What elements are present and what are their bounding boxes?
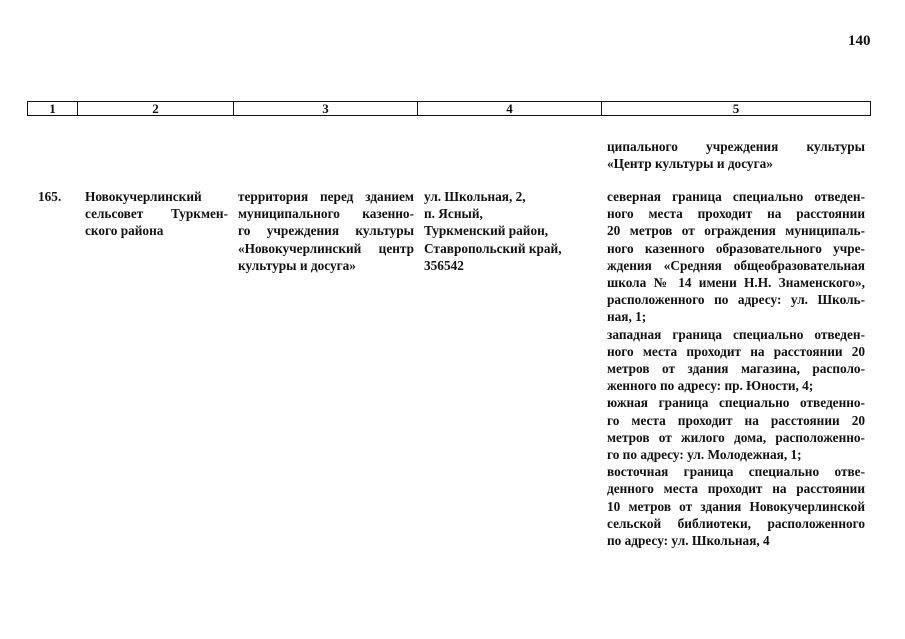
address-line: ул. Школьная, 2,: [424, 189, 526, 204]
boundary-line: северная граница специально отведен-: [607, 189, 865, 204]
boundary-line: го по адресу: ул. Молодежная, 1;: [607, 447, 802, 463]
boundary-line: западная граница специально отведен-: [607, 326, 865, 342]
territory-line: го учреждения культуры: [238, 223, 414, 239]
municipality-line: ского района: [85, 223, 164, 239]
column-number-row: [28, 102, 871, 116]
boundary-line: метров от жилого дома, расположенно-: [607, 429, 865, 445]
column-header-2: 2: [78, 102, 234, 116]
boundary-line: по адресу: ул. Школьная, 4: [607, 533, 770, 549]
column-header-1: 1: [28, 102, 78, 116]
boundary-line: ного казенного образовательного учре-: [607, 240, 865, 256]
boundary-line: южная граница специально отведенно-: [607, 395, 865, 411]
address-line: Туркменский район,: [424, 223, 549, 239]
continuation-line: ципального учреждения культуры: [607, 139, 865, 154]
address-line: 356542: [424, 257, 464, 273]
boundary-line: 10 метров от здания Новокучерлинской: [607, 498, 865, 514]
boundary-line: школа № 14 имени Н.Н. Знаменского»,: [607, 275, 865, 291]
page-number: 140: [848, 33, 871, 49]
boundary-line: ного места проходит на расстоянии 20: [607, 343, 865, 359]
column-header-5: 5: [602, 102, 871, 116]
boundary-line: ного места проходит на расстоянии: [607, 206, 865, 222]
territory-line: «Новокучерлинский центр: [238, 240, 414, 256]
boundary-line: 20 метров от ограждения муниципаль-: [607, 223, 865, 239]
municipality-line: сельсовет Туркмен-: [85, 206, 228, 222]
address-line: Ставропольский край,: [424, 240, 562, 256]
row-number: 165.: [38, 189, 62, 204]
column-header-table: [27, 101, 871, 116]
territory-line: муниципального казенно-: [238, 206, 414, 222]
boundary-line: сельской библиотеки, расположенного: [607, 515, 865, 531]
address-line: п. Ясный,: [424, 206, 483, 222]
boundary-description-cell: [607, 188, 865, 549]
column-header-4: 4: [418, 102, 602, 116]
column-header-3: 3: [234, 102, 418, 116]
boundary-line: расположенного по адресу: ул. Школь-: [607, 292, 865, 308]
municipality-line: Новокучерлинский: [85, 189, 202, 204]
boundary-line: денного места проходит на расстоянии: [607, 481, 865, 497]
territory-cell: [238, 188, 414, 274]
boundary-line: го места проходит на расстоянии 20: [607, 412, 865, 428]
continuation-line: «Центр культуры и досуга»: [607, 156, 773, 172]
municipality-cell: [85, 188, 228, 240]
boundary-line: восточная граница специально отве-: [607, 464, 865, 480]
territory-line: территория перед зданием: [238, 189, 414, 204]
continuation-text: [607, 138, 865, 172]
boundary-line: ная, 1;: [607, 309, 647, 325]
boundary-line: метров от здания магазина, располо-: [607, 361, 865, 377]
boundary-line: женного по адресу: пр. Юности, 4;: [607, 378, 814, 394]
territory-line: культуры и досуга»: [238, 257, 356, 273]
boundary-line: ждения «Средняя общеобразовательная: [607, 257, 865, 273]
address-cell: [424, 188, 594, 274]
